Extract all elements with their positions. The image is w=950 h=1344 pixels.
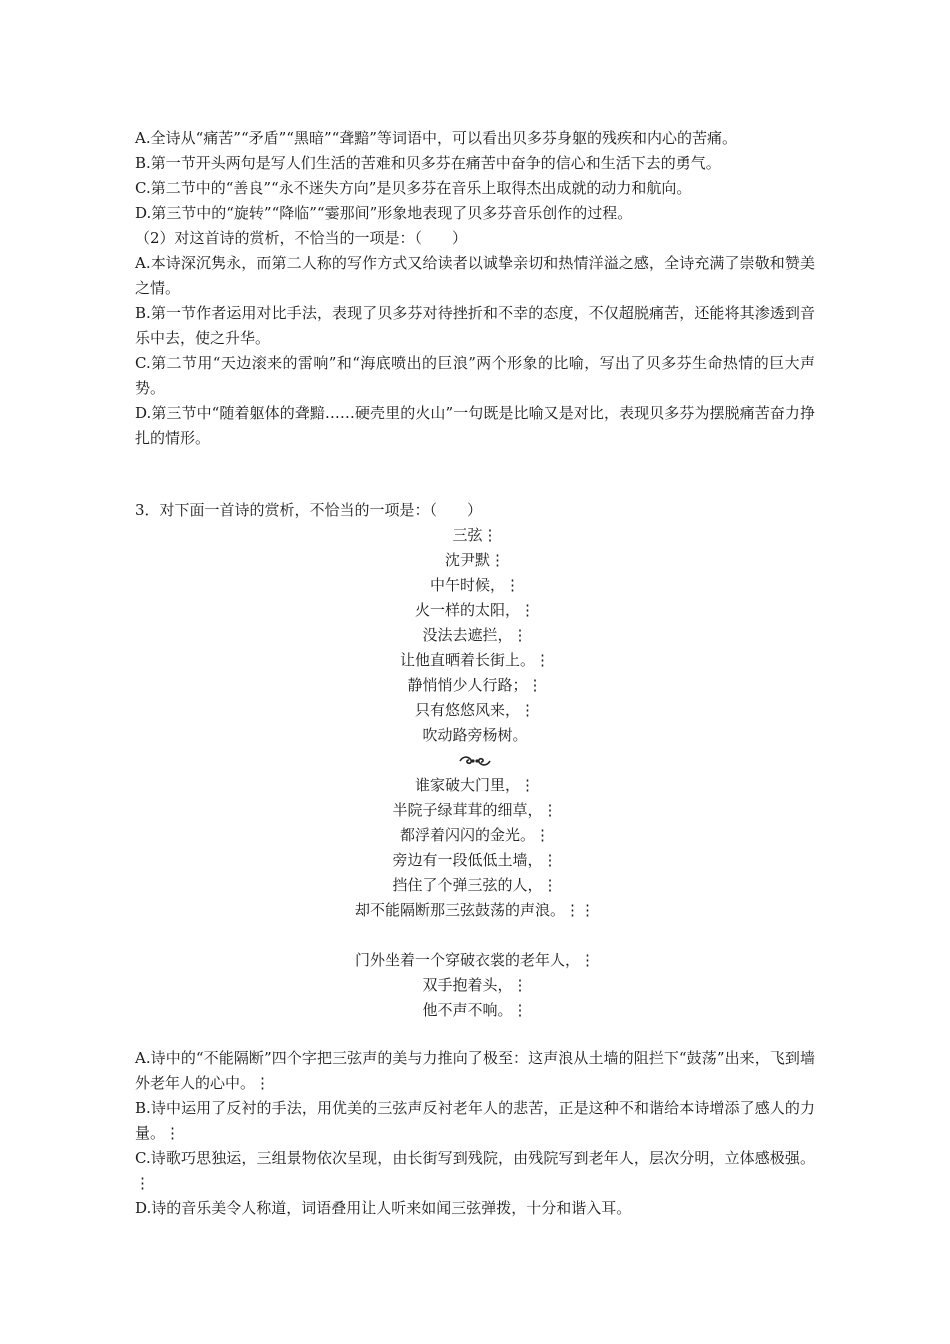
q2-option-b: B.第一节作者运用对比手法，表现了贝多芬对待挫折和不幸的态度，不仅超脱痛苦，还能将其渗透到音乐中去，使之升华。 — [135, 304, 815, 347]
q2-option-c: C.第二节用“天边滚来的雷响”和“海底喷出的巨浪”两个形象的比喻，写出了贝多芬生命热情的巨大声势。 — [135, 354, 815, 397]
poem-line: 都浮着闪闪的金光。⋮ — [399, 826, 550, 844]
q3-option-a: A.诗中的“不能隔断”四个字把三弦声的美与力推向了极至：这声浪从土墙的阻拦下“鼓荡”出来，飞到墙外老年人的心中。⋮ — [135, 1049, 815, 1092]
q3-options — [135, 1046, 815, 1221]
poem-line: 门外坐着一个穿破衣裳的老年人，⋮ — [354, 951, 595, 969]
poem-line: 却不能隔断那三弦鼓荡的声浪。⋮⋮ — [354, 901, 595, 919]
q3-stem-block — [135, 498, 815, 523]
poem-line: 只有悠悠风来，⋮ — [414, 701, 535, 719]
q3-stem: 3．对下面一首诗的赏析，不恰当的一项是：（ ） — [135, 501, 483, 519]
poem-line: 中午时候，⋮ — [429, 576, 520, 594]
q3-option-b: B.诗中运用了反衬的手法，用优美的三弦声反衬老年人的悲苦，正是这种不和谐给本诗增添了感人的力量。⋮ — [135, 1099, 815, 1142]
q1-option-a: A.全诗从“痛苦”“矛盾”“黑暗”“聋黯”等词语中，可以看出贝多芬身躯的残疾和内心的苦痛。 — [135, 129, 737, 147]
q3-option-c: C.诗歌巧思独运，三组景物依次呈现，由长街写到残院，由残院写到老年人，层次分明，立体感极强。⋮ — [135, 1149, 815, 1192]
poem-line: 他不声不响。⋮ — [422, 1001, 528, 1019]
q2-option-d: D.第三节中“随着躯体的聋黯……硬壳里的火山”一句既是比喻又是对比，表现贝多芬为摆脱痛苦奋力挣扎的情形。 — [135, 404, 815, 447]
poem-line: 半院子绿茸茸的细草，⋮ — [392, 801, 558, 819]
fleuron-divider-icon — [135, 748, 815, 773]
poem — [135, 523, 815, 1023]
q3-option-d: D.诗的音乐美令人称道，词语叠用让人听来如闻三弦弹拨，十分和谐入耳。 — [135, 1199, 632, 1217]
q2-stem: （2）对这首诗的赏析，不恰当的一项是：（ ） — [135, 229, 468, 247]
poem-line: 双手抱着头，⋮ — [422, 976, 528, 994]
poem-author: 沈尹默⋮ — [444, 551, 505, 569]
q1-option-d: D.第三节中的“旋转”“降临”“霎那间”形象地表现了贝多芬音乐创作的过程。 — [135, 204, 633, 222]
poem-line: 火一样的太阳，⋮ — [414, 601, 535, 619]
q1-option-c: C.第二节中的“善良”“永不迷失方向”是贝多芬在音乐上取得杰出成就的动力和航向。 — [135, 179, 692, 197]
poem-title: 三弦⋮ — [452, 526, 498, 544]
poem-line: 谁家破大门里，⋮ — [414, 776, 535, 794]
q1-options — [135, 126, 815, 451]
stanza-gap — [135, 923, 815, 948]
poem-line: 吹动路旁杨树。 — [422, 726, 528, 744]
poem-line: 挡住了个弹三弦的人，⋮ — [392, 876, 558, 894]
poem-line: 静悄悄少人行路；⋮ — [407, 676, 543, 694]
poem-line: 旁边有一段低低土墙，⋮ — [392, 851, 558, 869]
poem-line: 让他直晒着长街上。⋮ — [399, 651, 550, 669]
poem-line: 没法去遮拦，⋮ — [422, 626, 528, 644]
q1-option-b: B.第一节开头两句是写人们生活的苦难和贝多芬在痛苦中奋争的信心和生活下去的勇气。 — [135, 154, 721, 172]
q2-option-a: A.本诗深沉隽永，而第二人称的写作方式又给读者以诚挚亲切和热情洋溢之感，全诗充满了崇敬和赞美之情。 — [135, 254, 815, 297]
